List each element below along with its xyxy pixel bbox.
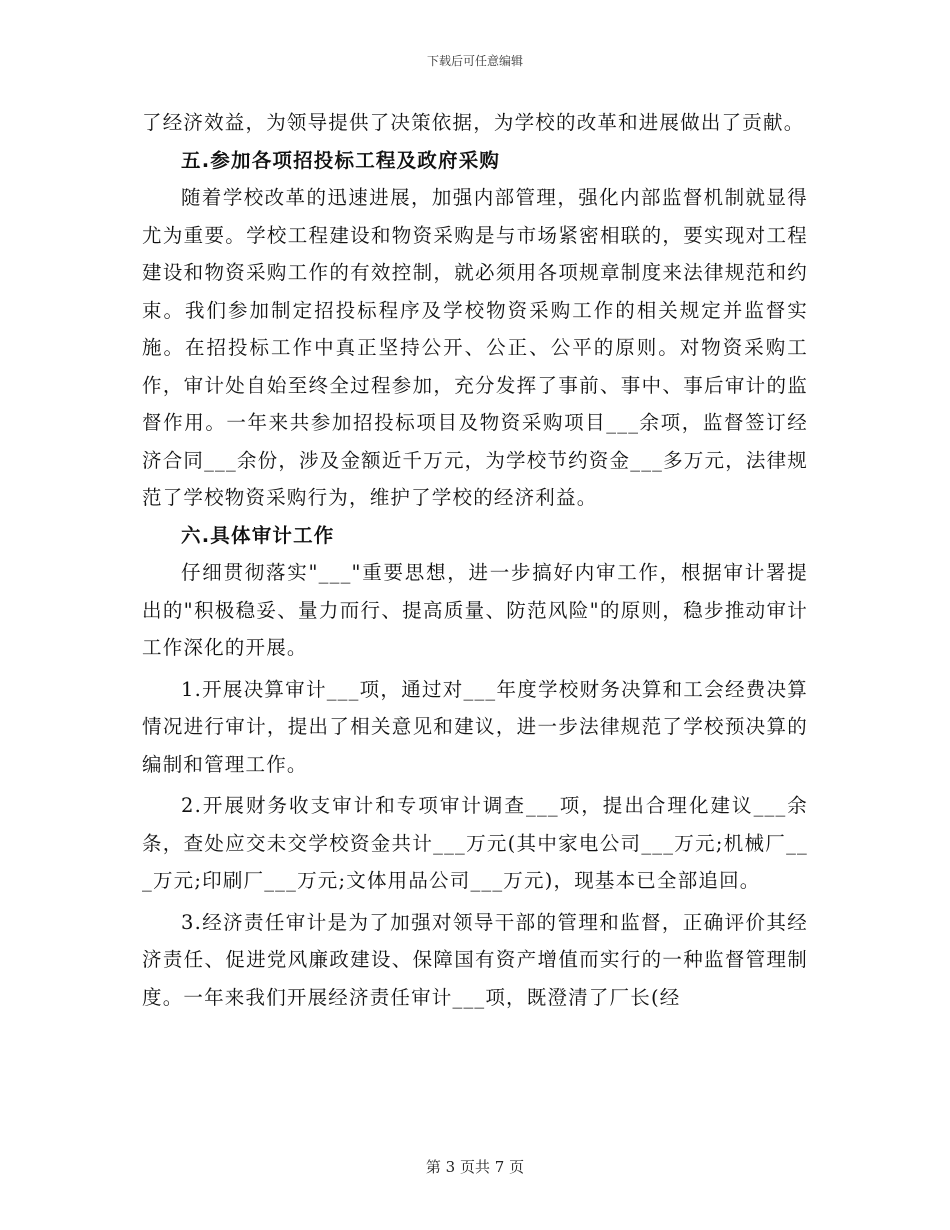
section-heading-6: 六.具体审计工作 — [181, 523, 335, 547]
page-footer: 第 3 页共 7 页 — [425, 1158, 525, 1176]
page-header: 下载后可任意编辑 — [426, 54, 523, 68]
paragraph-procurement: 随着学校改革的迅速进展，加强内部管理，强化内部监督机制就显得尤为重要。学校工程建设和物资采购是与市场紧密相联的，要实现对工程建设和物资采购工作的有效控制，就必须用各项规章制度来法律规范和约束。我们参加制定招投标程序及学校物资采购工作的相关规定并监督实施。在招投标工作中真正坚持公开、公正、公平的原则。对物资采购工作，审计处自始至终全过程参加，充分发挥了事前、事中、事后审计的监督作用。一年来共参加招投标项目及物资采购项目___余项，监督签订经济合同___余份，涉及金额近千万元，为学校节约资金___多万元，法律规范了学校物资采购行为，维护了学校的经济利益。 — [142, 186, 809, 509]
paragraph-continuation: 了经济效益，为领导提供了决策依据，为学校的改革和进展做出了贡献。 — [142, 111, 805, 134]
document-body — [142, 104, 808, 1016]
paragraph-audit-intro: 仔细贯彻落实"___"重要思想，进一步搞好内审工作，根据审计署提出的"积极稳妥、量力而行、提高质量、防范风险"的原则，稳步推动审计工作深化的开展。 — [142, 561, 808, 659]
paragraph-item-2: 2.开展财务收支审计和专项审计调查___项，提出合理化建议___余条，查处应交未交学校资金共计___万元(其中家电公司___万元;机械厂___万元;印刷厂___万元;文体用品公司___万元)，现基本已全部追回。 — [142, 794, 808, 892]
section-heading-5: 五.参加各项招投标工程及政府采购 — [181, 148, 501, 172]
paragraph-item-1: 1.开展决算审计___项，通过对___年度学校财务决算和工会经费决算情况进行审计，提出了相关意见和建议，进一步法律规范了学校预决算的编制和管理工作。 — [142, 677, 808, 776]
paragraph-item-3: 3.经济责任审计是为了加强对领导干部的管理和监督，正确评价其经济责任、促进党风廉政建设、保障国有资产增值而实行的一种监督管理制度。一年来我们开展经济责任审计___项，既澄清了厂长(经 — [142, 910, 808, 1009]
